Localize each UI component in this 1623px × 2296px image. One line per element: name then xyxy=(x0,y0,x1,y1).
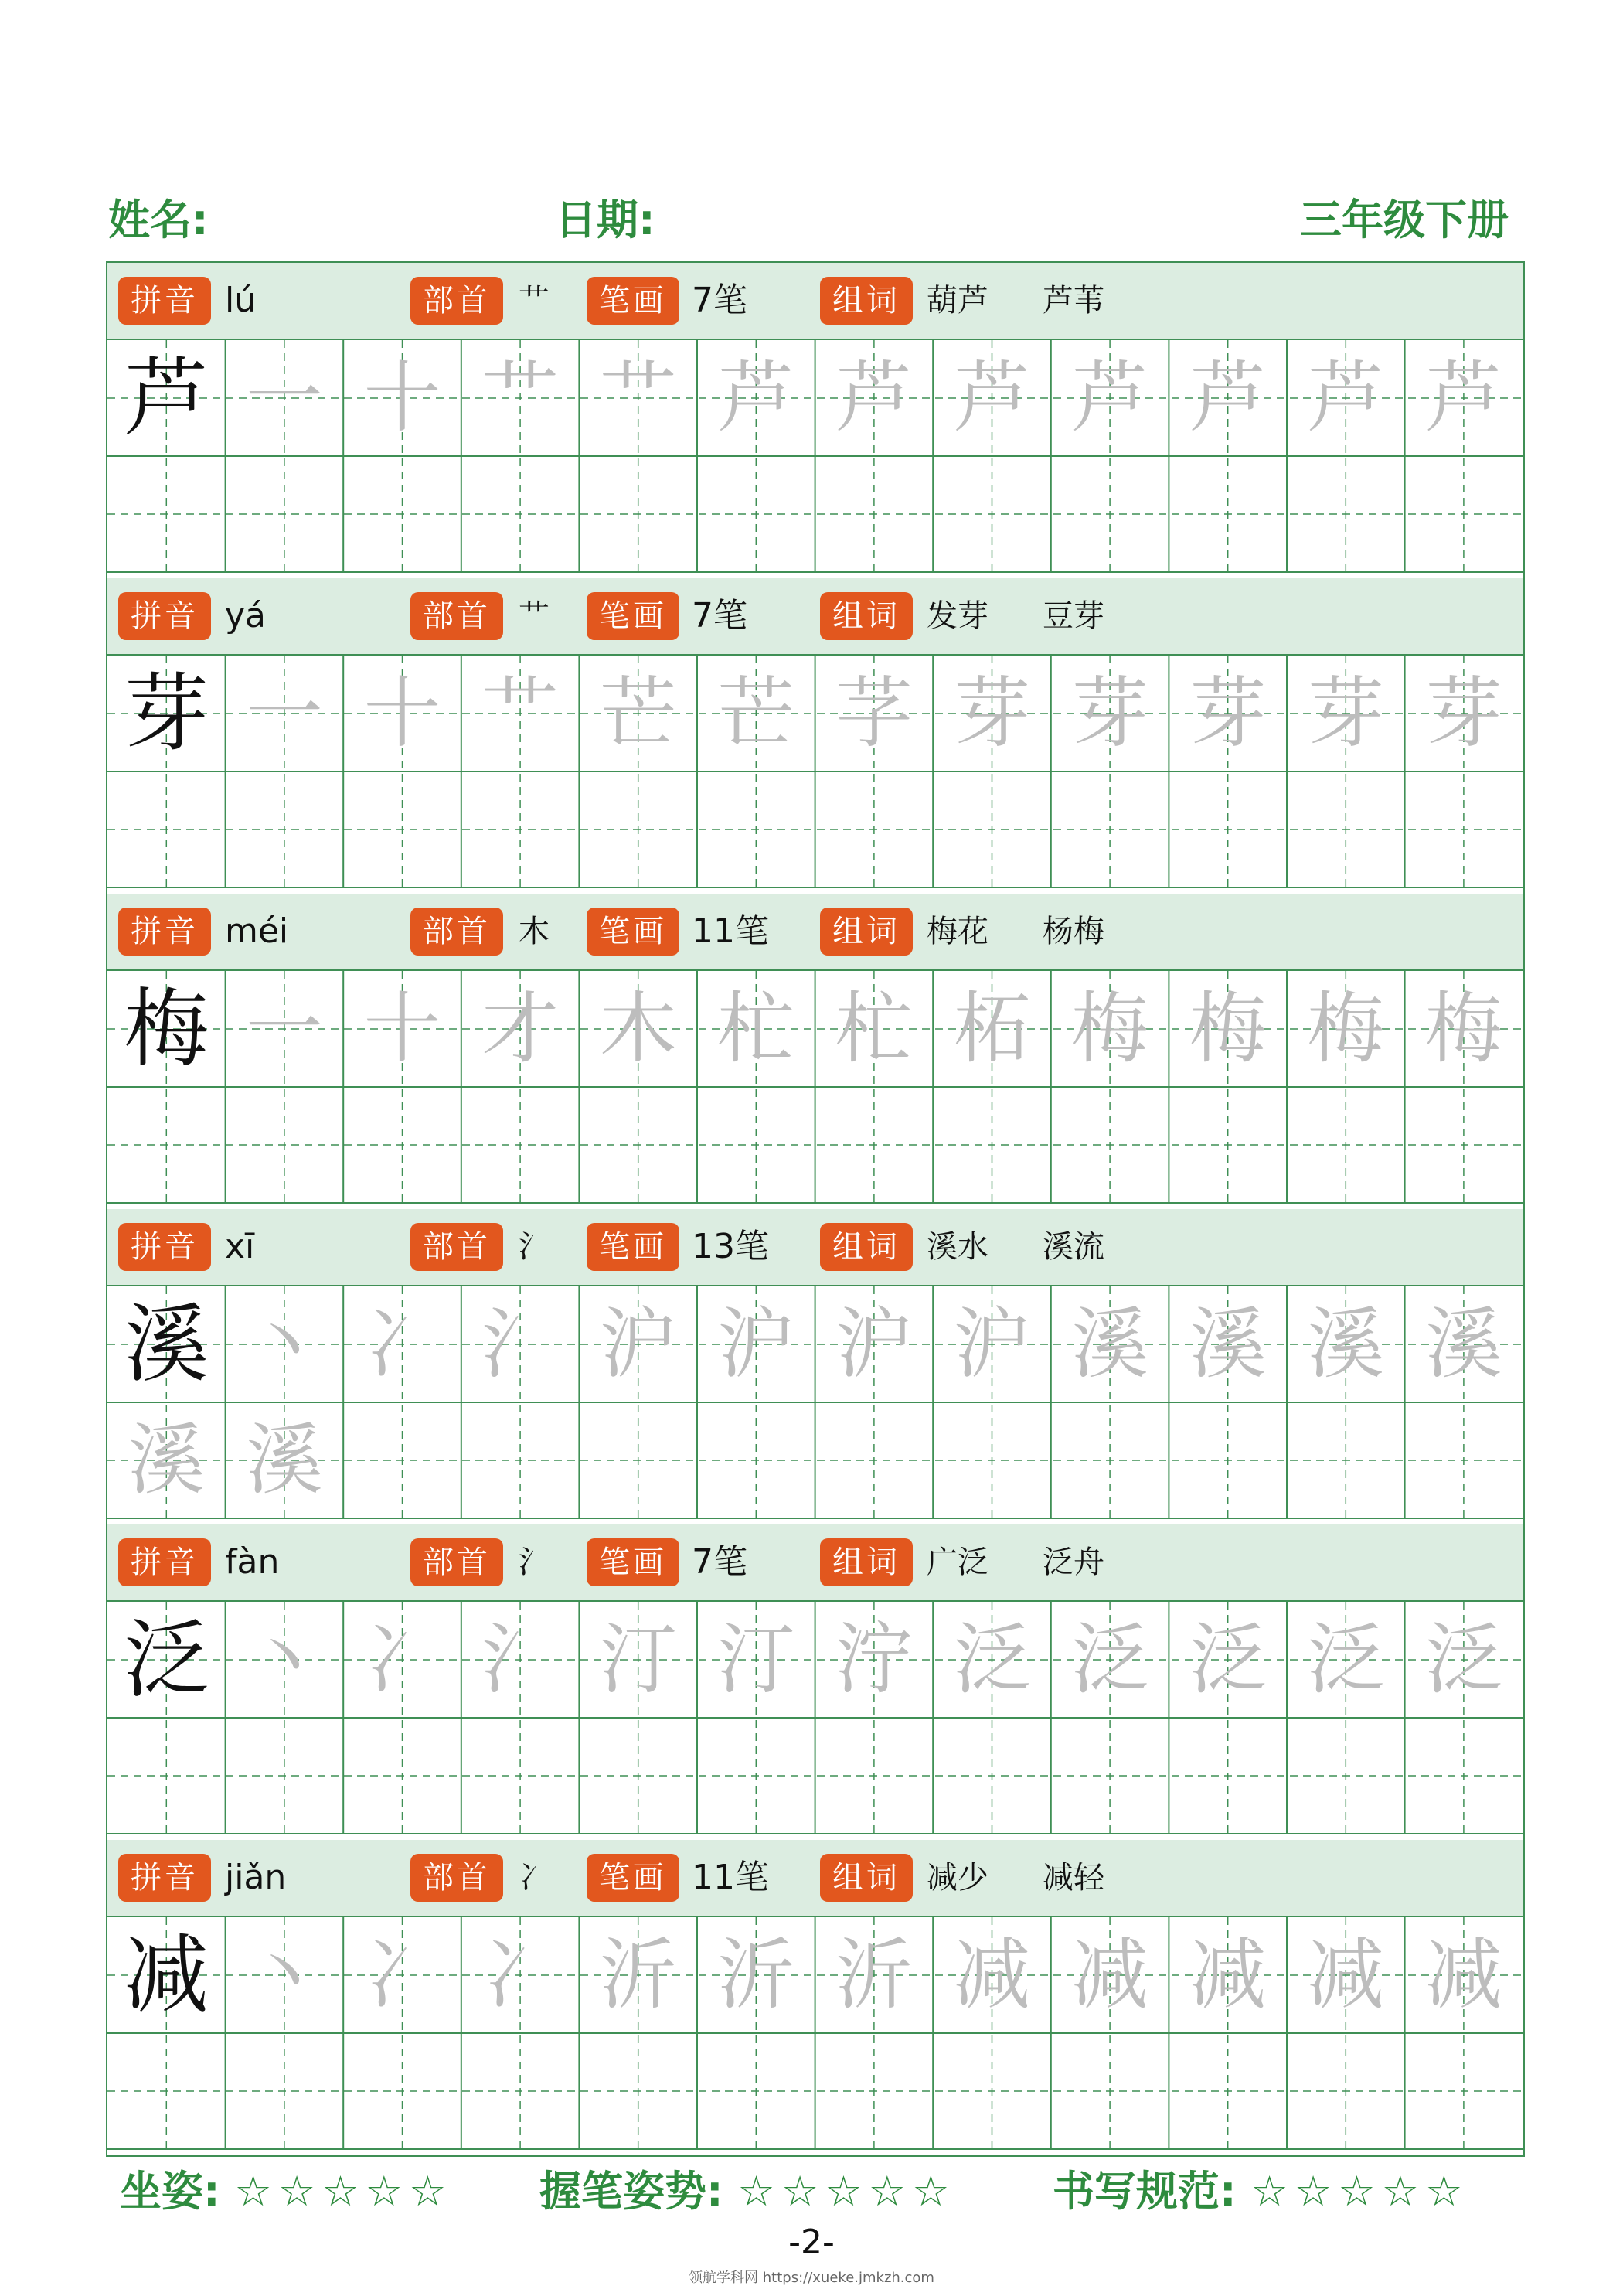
stroke-step: 芓 xyxy=(835,668,913,758)
char-section xyxy=(107,1840,1523,2155)
stroke-step: 芽 xyxy=(1071,668,1149,758)
stroke-step: 沪 xyxy=(717,1299,795,1389)
writing-grid[interactable] xyxy=(107,1602,1523,1838)
words-tag: 组词 xyxy=(820,1223,913,1271)
radical-tag: 部首 xyxy=(410,277,503,325)
char-section xyxy=(107,263,1523,578)
pinyin-tag: 拼音 xyxy=(118,1223,211,1271)
stroke-step: 芽 xyxy=(1189,668,1267,758)
sitting-stars[interactable]: ☆☆☆☆☆ xyxy=(234,2167,453,2216)
stroke-step: 减 xyxy=(1424,1930,1502,2020)
word-1: 梅花 xyxy=(927,914,988,949)
stroke-step: 梅 xyxy=(1189,983,1267,1074)
words-tag: 组词 xyxy=(820,277,913,325)
sitting-rating xyxy=(120,2165,452,2219)
watermark: 领航学科网 https://xueke.jmkzh.com xyxy=(689,2270,934,2286)
word-2: 溪流 xyxy=(1043,1229,1104,1265)
writing-grid[interactable] xyxy=(107,1286,1523,1523)
practice-sheet xyxy=(106,261,1525,2157)
stroke-step: 丶 xyxy=(245,1299,323,1389)
stroke-step: 芦 xyxy=(1307,353,1385,443)
stroke-step: 才 xyxy=(481,983,560,1074)
char-section xyxy=(107,578,1523,894)
pinyin-tag: 拼音 xyxy=(118,592,211,640)
words-tag: 组词 xyxy=(820,592,913,640)
model-character: 芽 xyxy=(124,664,209,763)
strokes-value: 7笔 xyxy=(692,281,747,320)
word-1: 葫芦 xyxy=(927,283,988,319)
pinyin-tag: 拼音 xyxy=(118,277,211,325)
stroke-step: 芦 xyxy=(1424,353,1502,443)
pinyin-tag: 拼音 xyxy=(118,1538,211,1586)
writing-grid[interactable] xyxy=(107,656,1523,892)
stroke-step: 泛 xyxy=(1071,1614,1149,1705)
stroke-step: 溪 xyxy=(1189,1299,1267,1389)
stroke-step: 溪 xyxy=(245,1415,323,1505)
word-1: 发芽 xyxy=(927,598,988,634)
radical-value: 艹 xyxy=(519,598,550,634)
info-band xyxy=(107,1209,1523,1286)
stroke-step: 芽 xyxy=(1307,668,1385,758)
strokes-tag: 笔画 xyxy=(587,1854,679,1902)
radical-value: 艹 xyxy=(519,283,550,319)
radical-value: 氵 xyxy=(519,1229,550,1265)
stroke-step: 芒 xyxy=(599,668,677,758)
stroke-step: 芦 xyxy=(1189,353,1267,443)
stroke-step: 泛 xyxy=(953,1614,1031,1705)
stroke-step: 泞 xyxy=(835,1614,913,1705)
stroke-step: 丶 xyxy=(245,1930,323,2020)
stroke-step: 沂 xyxy=(717,1930,795,2020)
pinyin-value: jiǎn xyxy=(225,1858,287,1897)
stroke-step: 汀 xyxy=(717,1614,795,1705)
stroke-step: 氵 xyxy=(481,1614,560,1705)
grip-label: 握笔姿势: xyxy=(539,2167,723,2216)
pinyin-tag: 拼音 xyxy=(118,908,211,956)
writing-grid[interactable] xyxy=(107,971,1523,1208)
stroke-step: 芽 xyxy=(1424,668,1502,758)
writing-grid[interactable] xyxy=(107,340,1523,577)
stroke-step: 艹 xyxy=(599,353,677,443)
grip-rating xyxy=(539,2165,955,2219)
radical-tag: 部首 xyxy=(410,1538,503,1586)
stroke-step: 沂 xyxy=(835,1930,913,2020)
info-band xyxy=(107,1524,1523,1602)
stroke-step: 杧 xyxy=(835,983,913,1074)
radical-tag: 部首 xyxy=(410,592,503,640)
strokes-value: 11笔 xyxy=(692,911,769,951)
sitting-label: 坐姿: xyxy=(120,2167,220,2216)
radical-tag: 部首 xyxy=(410,1854,503,1902)
writing-stars[interactable]: ☆☆☆☆☆ xyxy=(1250,2167,1469,2216)
pinyin-value: fàn xyxy=(225,1542,280,1582)
word-1: 溪水 xyxy=(927,1229,988,1265)
writing-rating xyxy=(1053,2165,1468,2219)
stroke-step: 减 xyxy=(1307,1930,1385,2020)
stroke-step: 芦 xyxy=(717,353,795,443)
page-number: -2- xyxy=(788,2223,835,2262)
stroke-step: 冫 xyxy=(363,1299,441,1389)
strokes-value: 11笔 xyxy=(692,1858,769,1897)
stroke-step: 汀 xyxy=(599,1614,677,1705)
pinyin-value: xī xyxy=(225,1227,255,1266)
strokes-value: 7笔 xyxy=(692,596,747,635)
radical-value: 冫 xyxy=(519,1860,550,1896)
word-1: 广泛 xyxy=(927,1545,988,1580)
stroke-step: 溪 xyxy=(128,1415,206,1505)
stroke-step: 氵 xyxy=(481,1299,560,1389)
stroke-step: 芒 xyxy=(717,668,795,758)
words-tag: 组词 xyxy=(820,1854,913,1902)
stroke-step: 十 xyxy=(363,983,441,1074)
stroke-step: 木 xyxy=(599,983,677,1074)
date-label: 日期: xyxy=(555,196,655,244)
strokes-value: 7笔 xyxy=(692,1542,747,1582)
strokes-tag: 笔画 xyxy=(587,1223,679,1271)
word-2: 豆芽 xyxy=(1043,598,1104,634)
char-section xyxy=(107,894,1523,1209)
pinyin-tag: 拼音 xyxy=(118,1854,211,1902)
info-band xyxy=(107,1840,1523,1917)
pinyin-value: méi xyxy=(225,911,289,951)
char-section xyxy=(107,1524,1523,1840)
writing-grid[interactable] xyxy=(107,1917,1523,2154)
pinyin-value: lú xyxy=(225,281,257,320)
word-2: 减轻 xyxy=(1043,1860,1104,1896)
words-tag: 组词 xyxy=(820,908,913,956)
stroke-step: 沪 xyxy=(953,1299,1031,1389)
stroke-step: 十 xyxy=(363,353,441,443)
stroke-step: 溪 xyxy=(1307,1299,1385,1389)
name-label: 姓名: xyxy=(108,196,209,244)
radical-value: 木 xyxy=(519,914,550,949)
pinyin-value: yá xyxy=(225,596,267,635)
stroke-step: 十 xyxy=(363,668,441,758)
stroke-step: 芦 xyxy=(953,353,1031,443)
stroke-step: 减 xyxy=(1189,1930,1267,2020)
strokes-tag: 笔画 xyxy=(587,908,679,956)
char-section xyxy=(107,1209,1523,1524)
stroke-step: 冫 xyxy=(363,1930,441,2020)
stroke-step: 泛 xyxy=(1424,1614,1502,1705)
stroke-step: 梅 xyxy=(1071,983,1149,1074)
word-2: 泛舟 xyxy=(1043,1545,1104,1580)
stroke-step: 泛 xyxy=(1189,1614,1267,1705)
grip-stars[interactable]: ☆☆☆☆☆ xyxy=(737,2167,956,2216)
word-1: 减少 xyxy=(927,1860,988,1896)
stroke-step: 艹 xyxy=(481,668,560,758)
stroke-step: 减 xyxy=(1071,1930,1149,2020)
stroke-step: 泛 xyxy=(1307,1614,1385,1705)
strokes-value: 13笔 xyxy=(692,1227,769,1266)
model-character: 溪 xyxy=(124,1295,209,1394)
strokes-tag: 笔画 xyxy=(587,592,679,640)
words-tag: 组词 xyxy=(820,1538,913,1586)
stroke-step: 芦 xyxy=(835,353,913,443)
radical-tag: 部首 xyxy=(410,1223,503,1271)
radical-value: 氵 xyxy=(519,1545,550,1580)
radical-tag: 部首 xyxy=(410,908,503,956)
stroke-step: 梅 xyxy=(1424,983,1502,1074)
stroke-step: 沪 xyxy=(835,1299,913,1389)
writing-label: 书写规范: xyxy=(1053,2167,1237,2216)
model-character: 梅 xyxy=(124,979,209,1078)
model-character: 减 xyxy=(124,1926,209,2025)
stroke-step: 一 xyxy=(245,983,323,1074)
stroke-step: 梅 xyxy=(1307,983,1385,1074)
stroke-step: 溪 xyxy=(1424,1299,1502,1389)
stroke-step: 冫 xyxy=(481,1930,560,2020)
stroke-step: 沂 xyxy=(599,1930,677,2020)
strokes-tag: 笔画 xyxy=(587,277,679,325)
stroke-step: 冫 xyxy=(363,1614,441,1705)
stroke-step: 溪 xyxy=(1071,1299,1149,1389)
stroke-step: 丶 xyxy=(245,1614,323,1705)
stroke-step: 艹 xyxy=(481,353,560,443)
stroke-step: 减 xyxy=(953,1930,1031,2020)
word-2: 杨梅 xyxy=(1043,914,1104,949)
model-character: 泛 xyxy=(124,1610,209,1709)
stroke-step: 芽 xyxy=(953,668,1031,758)
stroke-step: 柘 xyxy=(953,983,1031,1074)
stroke-step: 沪 xyxy=(599,1299,677,1389)
stroke-step: 芦 xyxy=(1071,353,1149,443)
word-2: 芦苇 xyxy=(1043,283,1104,319)
strokes-tag: 笔画 xyxy=(587,1538,679,1586)
info-band xyxy=(107,578,1523,656)
stroke-step: 杧 xyxy=(717,983,795,1074)
info-band xyxy=(107,263,1523,340)
info-band xyxy=(107,894,1523,971)
stroke-step: 一 xyxy=(245,668,323,758)
model-character: 芦 xyxy=(124,349,209,448)
grade-label: 三年级下册 xyxy=(1300,196,1509,244)
stroke-step: 一 xyxy=(245,353,323,443)
